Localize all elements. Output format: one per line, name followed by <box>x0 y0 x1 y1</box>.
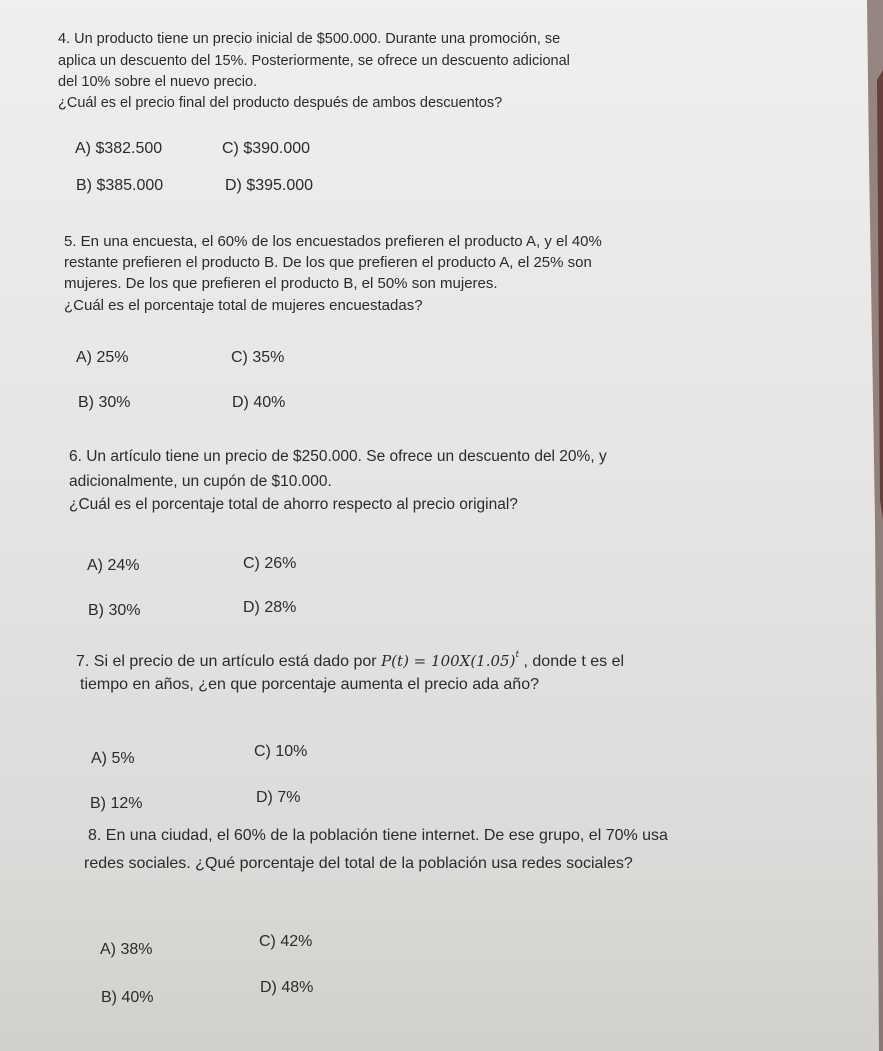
option-b[interactable]: B) 30% <box>78 394 131 411</box>
option-d[interactable]: D) 48% <box>260 979 314 996</box>
question-6-line-1: 6. Un artículo tiene un precio de $250.000. Se ofrece un descuento del 20%, y <box>69 448 607 465</box>
option-c[interactable]: C) 35% <box>231 349 285 366</box>
question-7-text-after: , donde t es el <box>523 653 625 670</box>
question-8-line-2: redes sociales. ¿Qué porcentaje del total de la población usa redes sociales? <box>84 855 633 872</box>
question-7-line-1 <box>76 650 624 671</box>
option-c[interactable]: C) 42% <box>259 933 313 950</box>
option-d[interactable]: D) 28% <box>243 599 297 616</box>
question-7-text-before: 7. Si el precio de un artículo está dado por <box>76 653 377 670</box>
option-d[interactable]: D) 7% <box>256 789 301 806</box>
option-c[interactable]: C) 10% <box>254 743 308 760</box>
option-b[interactable]: B) 12% <box>90 795 143 812</box>
option-d[interactable]: D) 40% <box>232 394 286 411</box>
option-b[interactable]: B) 30% <box>88 602 141 619</box>
question-5-line-3: mujeres. De los que prefieren el producto B, el 50% son mujeres. <box>64 275 498 292</box>
question-5-line-2: restante prefieren el producto B. De los que prefieren el producto A, el 25% son <box>64 254 592 271</box>
question-7-line-2: tiempo en años, ¿en que porcentaje aumenta el precio ada año? <box>80 676 539 693</box>
option-a[interactable]: A) 5% <box>91 750 135 767</box>
option-a[interactable]: A) 24% <box>87 557 140 574</box>
formula-base: P(t) = 100X(1.05) <box>381 652 516 670</box>
question-4-line-3: del 10% sobre el nuevo precio. <box>58 74 258 90</box>
option-a[interactable]: A) 25% <box>76 349 129 366</box>
question-4-line-4: ¿Cuál es el precio final del producto después de ambos descuentos? <box>58 95 503 111</box>
option-b[interactable]: B) $385.000 <box>76 177 164 194</box>
option-b[interactable]: B) 40% <box>101 989 154 1006</box>
option-c[interactable]: C) $390.000 <box>222 140 311 157</box>
question-4-line-2: aplica un descuento del 15%. Posteriormente, se ofrece un descuento adicional <box>58 53 570 69</box>
question-5-line-1: 5. En una encuesta, el 60% de los encuestados prefieren el producto A, y el 40% <box>64 233 602 250</box>
option-a[interactable]: A) $382.500 <box>75 140 163 157</box>
formula <box>381 652 519 670</box>
option-c[interactable]: C) 26% <box>243 555 297 572</box>
question-8-line-1: 8. En una ciudad, el 60% de la población tiene internet. De ese grupo, el 70% usa <box>88 827 668 844</box>
question-4-line-1: 4. Un producto tiene un precio inicial de $500.000. Durante una promoción, se <box>58 31 561 47</box>
option-d[interactable]: D) $395.000 <box>225 177 314 194</box>
formula-exponent: t <box>515 650 520 660</box>
question-6-line-2: adicionalmente, un cupón de $10.000. <box>69 473 332 490</box>
question-6-line-3: ¿Cuál es el porcentaje total de ahorro respecto al precio original? <box>69 496 518 513</box>
option-a[interactable]: A) 38% <box>100 941 153 958</box>
question-5-line-4: ¿Cuál es el porcentaje total de mujeres encuestadas? <box>64 297 423 314</box>
